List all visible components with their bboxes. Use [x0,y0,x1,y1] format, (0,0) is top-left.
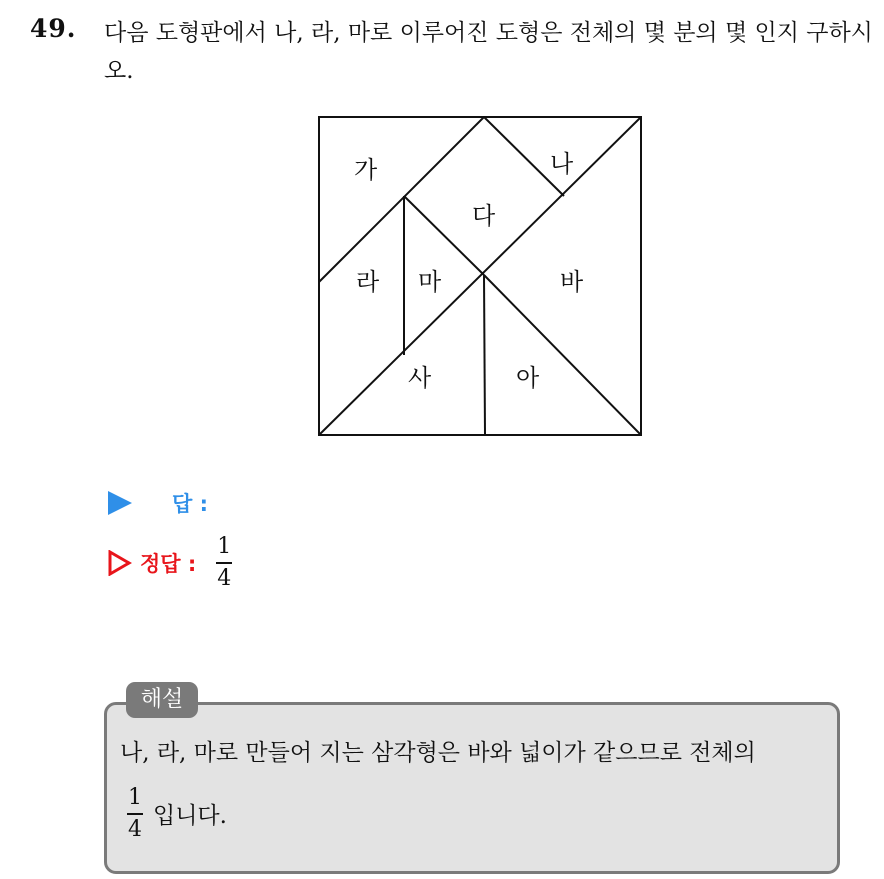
fraction-numerator: 1 [217,534,232,559]
correct-answer-label: 정답 : [140,551,197,576]
explanation-text: 나, 라, 마로 만들어 지는 삼각형은 바와 넓이가 같으므로 전체의 [120,740,756,766]
explanation-result [127,786,227,842]
fraction-numerator: 1 [128,785,142,810]
tangram-diagram [318,116,644,438]
fraction-bar [127,813,143,815]
explanation-suffix: 입니다. [153,803,227,830]
line-center-vertical [484,275,485,435]
piece-label-ga: 가 [354,156,378,184]
outline-triangle-icon [108,550,132,576]
correct-answer-row [108,535,232,591]
correct-answer-fraction [216,535,232,591]
fraction-denominator: 4 [128,816,142,842]
explanation-fraction [127,786,143,842]
explanation-tag: 해설 [126,682,198,718]
fraction-bar [216,562,232,564]
piece-label-sa: 사 [408,364,432,392]
tangram-figure [318,116,644,438]
play-triangle-icon [108,491,132,515]
piece-label-ra: 라 [356,268,380,296]
piece-label-da: 다 [472,202,496,230]
fraction-denominator: 4 [217,565,232,591]
line-top-to-left [319,117,484,282]
piece-label-a: 아 [516,364,540,392]
piece-label-na: 나 [550,150,574,178]
question-number: 49. [30,14,77,43]
piece-label-ma: 마 [418,268,442,296]
answer-label: 답 : [172,492,208,516]
question-text: 다음 도형판에서 나, 라, 마로 이루어진 도형은 전체의 몇 분의 몇 인지 구하시오. [104,20,873,84]
answer-row [108,486,208,520]
line-center-to-bottom-right [484,275,641,435]
piece-label-ba: 바 [560,268,584,296]
